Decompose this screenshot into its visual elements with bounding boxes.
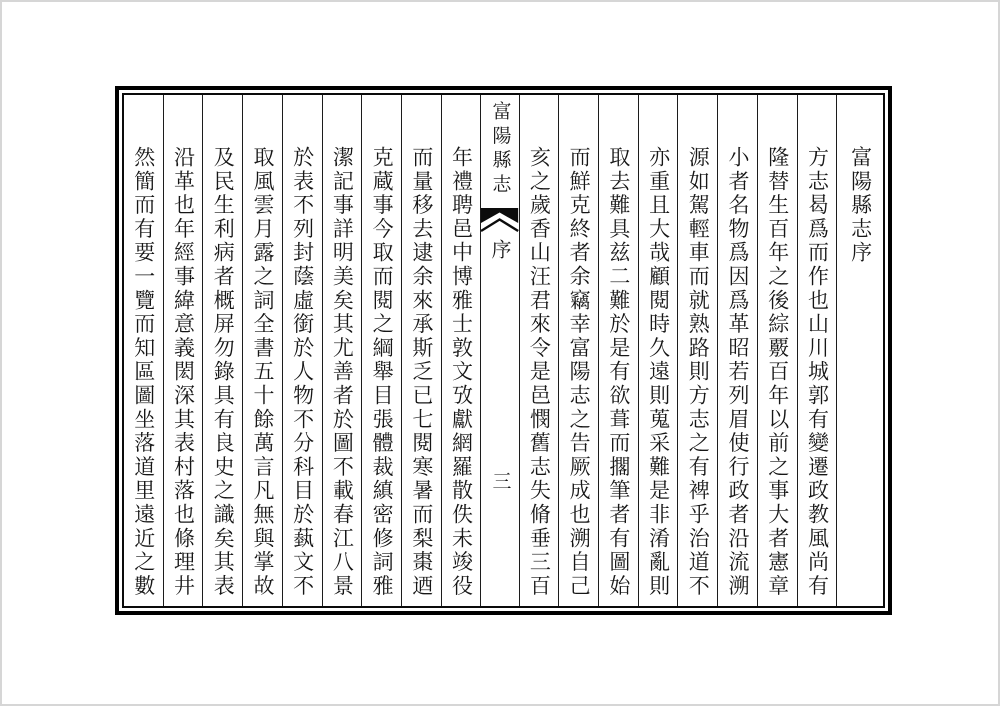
text-column xyxy=(124,95,163,606)
column-text: 及民生利病者概屏勿錄具有良史之識矣其表 xyxy=(211,146,236,599)
banxin-page-number: 三 xyxy=(489,471,512,490)
text-column xyxy=(558,95,598,606)
text-column xyxy=(401,95,441,606)
text-column xyxy=(757,95,797,606)
text-column xyxy=(322,95,362,606)
column-text: 而量移去逮余來承斯乏已七閱寒暑而梨棗迺 xyxy=(409,146,434,599)
preface-title: 富陽縣志序 xyxy=(848,146,873,265)
column-text: 亦重且大哉顧閱時久遠則蒐采難是非淆亂則 xyxy=(646,146,671,599)
text-column xyxy=(441,95,481,606)
column-text: 然簡而有要一覽而知區圖坐落道里遠近之數 xyxy=(131,146,156,599)
inner-border xyxy=(122,93,885,608)
column-text: 於表不列封蔭虛銜於人物不分科目於蓺文不 xyxy=(290,146,315,599)
text-column xyxy=(282,95,322,606)
text-column xyxy=(242,95,282,606)
banxin-book-title: 富陽縣志 xyxy=(489,101,512,198)
column-text: 取風雲月露之詞全書五十餘萬言凡無與掌故 xyxy=(250,146,275,599)
column-text: 而鮮克終者余竊幸富陽志之告厥成也溯自己 xyxy=(567,146,592,599)
column-text: 沿革也年經事緯意義閎深其表村落也條理井 xyxy=(171,146,196,599)
text-column xyxy=(202,95,242,606)
text-column xyxy=(519,95,559,606)
column-text: 亥之歲香山汪君來令是邑憫舊志失脩垂三百 xyxy=(527,146,552,599)
page-border-frame xyxy=(115,86,892,615)
column-text: 方志曷爲而作也山川城郭有變遷政教風尚有 xyxy=(805,146,830,599)
column-text: 年禮聘邑中博雅士敦文攷獻網羅散佚未竣役 xyxy=(449,146,474,599)
column-text: 取去難具兹二難於是有欲葺而擱筆者有圖始 xyxy=(606,146,631,599)
text-column xyxy=(361,95,401,606)
text-column xyxy=(163,95,203,606)
column-text: 克蔵事今取而閱之綱舉目張體裁縝密修詞雅 xyxy=(370,146,395,599)
text-column xyxy=(717,95,757,606)
text-column xyxy=(797,95,837,606)
text-columns xyxy=(124,95,883,606)
column-text: 隆替生百年之後綜覈百年以前之事大者憲章 xyxy=(765,146,790,599)
column-text: 小者名物爲因爲革昭若列眉使行政者沿流溯 xyxy=(726,146,751,599)
preface-title-column xyxy=(836,95,883,606)
text-column xyxy=(677,95,717,606)
banxin-column xyxy=(480,95,518,606)
text-column xyxy=(638,95,678,606)
banxin-section-label: 序 xyxy=(487,239,512,259)
column-text: 潔記事詳明美矣其尤善者於圖不載春江八景 xyxy=(330,146,355,599)
fishtail-icon xyxy=(481,207,518,234)
text-column xyxy=(598,95,638,606)
column-text: 源如駕輕車而就熟路則方志之有裨乎治道不 xyxy=(686,146,711,599)
